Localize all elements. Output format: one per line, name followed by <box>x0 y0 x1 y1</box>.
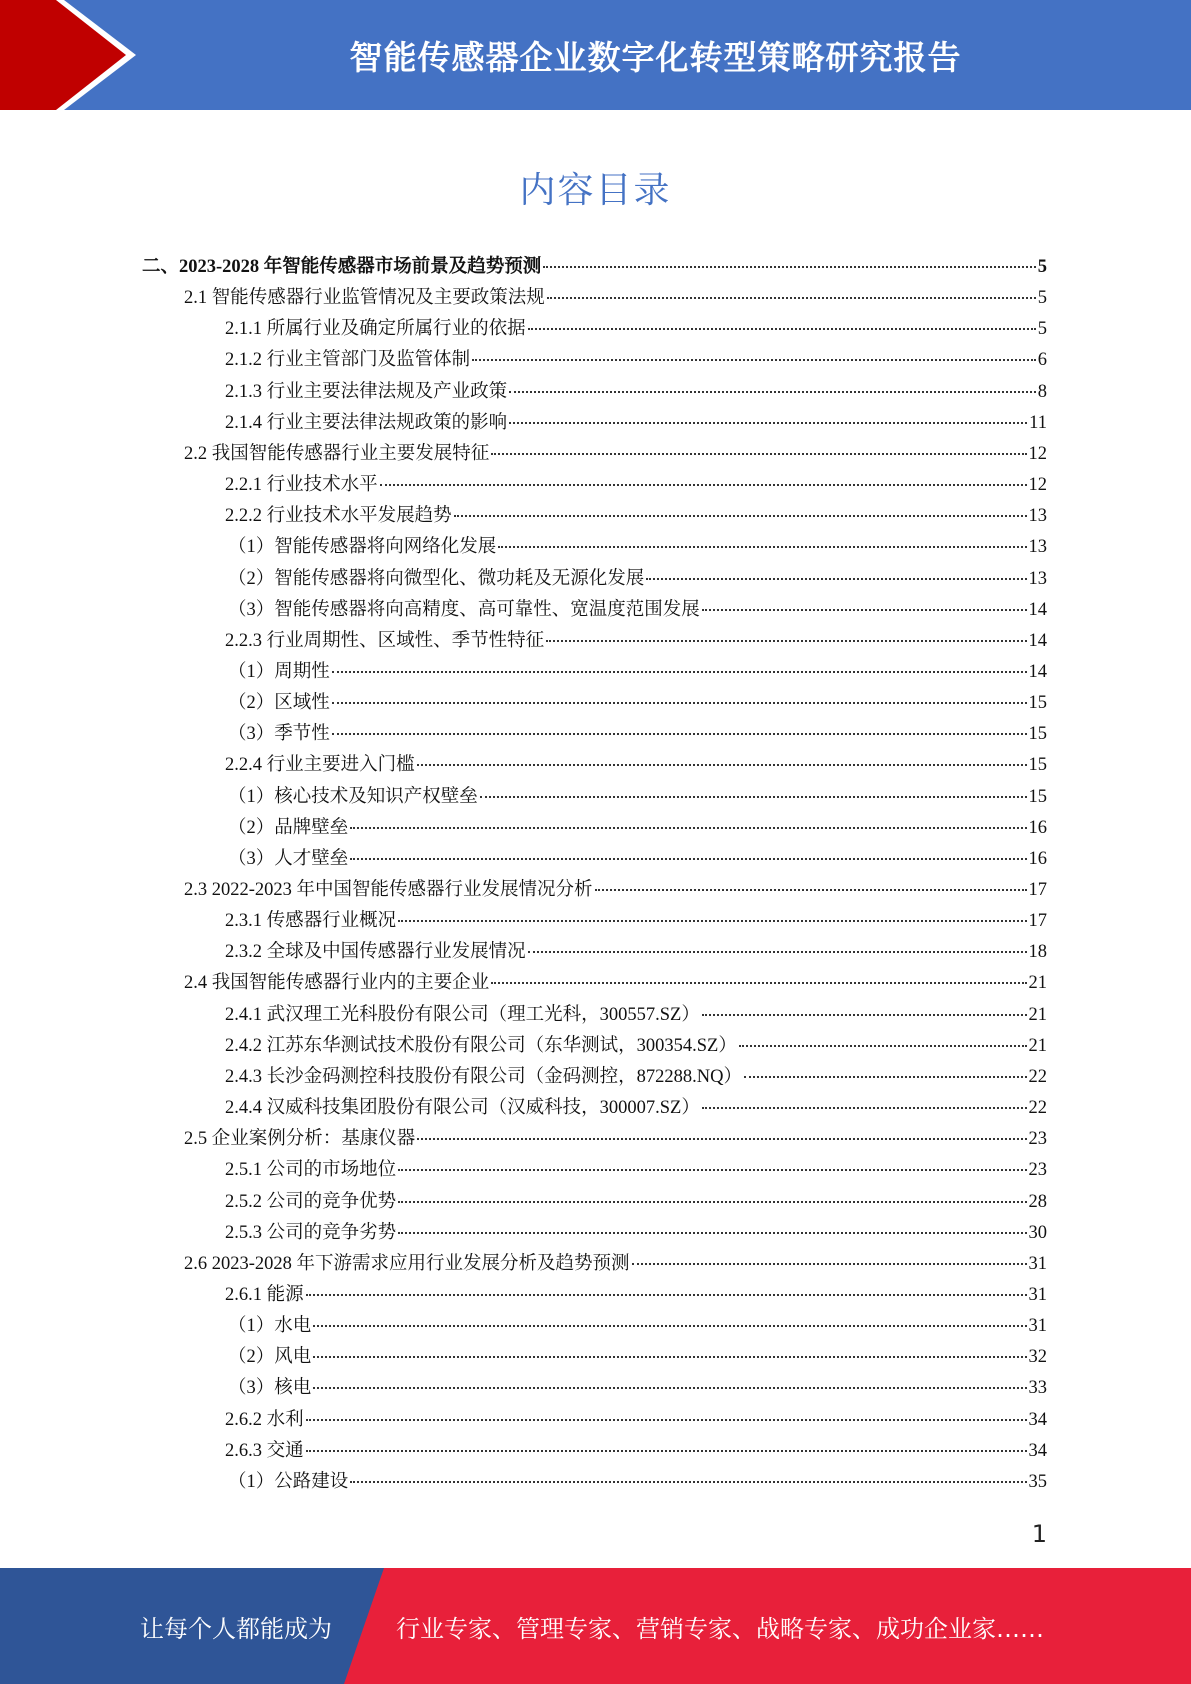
toc-dot-leader <box>398 1231 1026 1234</box>
toc-dot-leader <box>350 826 1026 829</box>
toc-entry-page: 32 <box>1028 1347 1047 1368</box>
toc-dot-leader <box>332 732 1027 735</box>
toc-dot-leader <box>491 452 1026 455</box>
toc-dot-leader <box>398 1168 1026 1171</box>
toc-entry-title: 2.5.2 公司的竞争优势 <box>225 1191 397 1212</box>
red-chevron-arrow-icon <box>0 0 160 110</box>
toc-dot-leader <box>398 919 1026 922</box>
toc-dot-leader <box>313 1324 1026 1327</box>
toc-entry-page: 15 <box>1028 724 1047 745</box>
toc-entry-page: 33 <box>1028 1378 1047 1399</box>
toc-entry[interactable] <box>228 719 1047 745</box>
toc-entry-page: 13 <box>1028 537 1047 558</box>
toc-entry[interactable] <box>228 1373 1047 1399</box>
toc-entry-page: 11 <box>1029 412 1047 433</box>
toc-entry[interactable] <box>225 1093 1047 1119</box>
toc-entry-page: 8 <box>1037 381 1047 402</box>
toc-entry-page: 34 <box>1028 1440 1047 1461</box>
toc-dot-leader <box>595 888 1027 891</box>
toc-entry[interactable] <box>228 564 1047 590</box>
toc-entry[interactable] <box>184 439 1047 465</box>
toc-dot-leader <box>528 950 1027 953</box>
toc-dot-leader <box>744 1075 1027 1078</box>
toc-entry-page: 14 <box>1028 661 1047 682</box>
toc-entry[interactable] <box>225 1218 1047 1244</box>
toc-entry-title: （3）季节性 <box>228 724 330 745</box>
toc-entry-title: （1）水电 <box>228 1316 312 1337</box>
toc-dot-leader <box>472 358 1036 361</box>
toc-entry-page: 22 <box>1028 1066 1047 1087</box>
toc-entry-title: （2）风电 <box>228 1347 312 1368</box>
toc-entry-title: （2）区域性 <box>228 693 330 714</box>
toc-entry[interactable] <box>225 1155 1047 1181</box>
toc-entry-title: （1）公路建设 <box>228 1471 349 1492</box>
toc-entry-title: 2.1.3 行业主要法律法规及产业政策 <box>225 381 508 402</box>
toc-entry-title: 2.2.3 行业周期性、区域性、季节性特征 <box>225 630 545 651</box>
toc-entry-title: （3）智能传感器将向高精度、高可靠性、宽温度范围发展 <box>228 599 700 620</box>
toc-entry-title: （1）周期性 <box>228 661 330 682</box>
toc-entry-page: 13 <box>1028 568 1047 589</box>
toc-entry-title: 2.3.2 全球及中国传感器行业发展情况 <box>225 942 526 963</box>
toc-dot-leader <box>380 483 1027 486</box>
toc-entry-page: 15 <box>1028 693 1047 714</box>
toc-entry[interactable] <box>225 345 1047 371</box>
toc-entry-title: 2.6.3 交通 <box>225 1440 304 1461</box>
toc-entry-page: 22 <box>1028 1098 1047 1119</box>
toc-entry-title: 2.1.1 所属行业及确定所属行业的依据 <box>225 319 526 340</box>
toc-entry-title: 2.2 我国智能传感器行业主要发展特征 <box>184 443 490 464</box>
toc-entry-title: 2.6.1 能源 <box>225 1284 304 1305</box>
toc-entry-title: 2.5 企业案例分析：基康仪器 <box>184 1129 416 1150</box>
toc-entry-title: 2.6 2023-2028 年下游需求应用行业发展分析及趋势预测 <box>184 1253 630 1274</box>
footer-slogan-right: 行业专家、管理专家、营销专家、战略专家、成功企业家…… <box>396 1614 1044 1643</box>
toc-dot-leader <box>332 701 1027 704</box>
toc-entry[interactable] <box>225 1436 1047 1462</box>
toc-entry-title: 2.3 2022-2023 年中国智能传感器行业发展情况分析 <box>184 880 593 900</box>
toc-entry-title: 2.4 我国智能传感器行业内的主要企业 <box>184 973 490 994</box>
toc-entry-title: （3）核电 <box>228 1378 312 1399</box>
toc-entry[interactable] <box>228 782 1047 808</box>
toc-entry[interactable] <box>184 1124 1047 1150</box>
toc-entry-page: 30 <box>1028 1222 1047 1243</box>
toc-entry-title: 2.2.2 行业技术水平发展趋势 <box>225 506 452 527</box>
toc-dot-leader <box>417 763 1027 766</box>
toc-entry-page: 15 <box>1028 786 1047 807</box>
toc-entry-title: （1）智能传感器将向网络化发展 <box>228 537 497 558</box>
toc-dot-leader <box>702 608 1027 611</box>
toc-dot-leader <box>306 1418 1027 1421</box>
toc-entry-page: 18 <box>1028 942 1047 963</box>
toc-heading: 内容目录 <box>519 170 672 211</box>
toc-entry-page: 6 <box>1037 350 1047 371</box>
toc-entry[interactable] <box>225 1031 1047 1057</box>
toc-entry-page: 23 <box>1028 1160 1047 1181</box>
toc-entry[interactable] <box>225 1280 1047 1306</box>
toc-dot-leader <box>332 670 1027 673</box>
toc-dot-leader <box>480 795 1027 798</box>
toc-entry[interactable] <box>228 1467 1047 1493</box>
toc-entry[interactable] <box>184 283 1047 309</box>
toc-entry-title: 2.5.1 公司的市场地位 <box>225 1160 397 1181</box>
toc-entry-page: 17 <box>1028 880 1047 900</box>
report-title: 智能传感器企业数字化转型策略研究报告 <box>349 37 962 77</box>
toc-dot-leader <box>491 981 1026 984</box>
toc-dot-leader <box>632 1262 1027 1265</box>
toc-entry-title: 2.2.4 行业主要进入门槛 <box>225 755 415 776</box>
toc-dot-leader <box>509 390 1036 393</box>
toc-dot-leader <box>702 1106 1027 1109</box>
toc-entry[interactable] <box>142 252 1047 278</box>
toc-dot-leader <box>313 1386 1026 1389</box>
toc-dot-leader <box>398 1200 1026 1203</box>
toc-dot-leader <box>646 577 1026 580</box>
footer-slogan-left: 让每个人都能成为 <box>140 1614 332 1643</box>
toc-entry-page: 35 <box>1028 1471 1047 1492</box>
toc-entry-page: 31 <box>1028 1253 1047 1274</box>
toc-entry-title: 2.5.3 公司的竞争劣势 <box>225 1222 397 1243</box>
toc-entry[interactable] <box>225 470 1047 496</box>
toc-entry-page: 21 <box>1028 1035 1047 1056</box>
toc-entry[interactable] <box>225 937 1047 963</box>
toc-entry[interactable] <box>225 501 1047 527</box>
toc-entry[interactable] <box>184 875 1047 901</box>
toc-entry[interactable] <box>225 1405 1047 1431</box>
toc-dot-leader <box>417 1137 1026 1140</box>
toc-dot-leader <box>702 1013 1027 1016</box>
toc-entry[interactable] <box>225 626 1047 652</box>
toc-entry-title: 2.6.2 水利 <box>225 1409 304 1430</box>
toc-entry-page: 15 <box>1028 755 1047 776</box>
toc-dot-leader <box>546 639 1026 642</box>
toc-entry[interactable] <box>225 408 1047 434</box>
toc-dot-leader <box>543 265 1035 268</box>
toc-entry-title: 二、2023-2028 年智能传感器市场前景及趋势预测 <box>142 257 542 277</box>
toc-entry[interactable] <box>228 532 1047 558</box>
toc-dot-leader <box>498 545 1026 548</box>
toc-entry-title: （2）智能传感器将向微型化、微功耗及无源化发展 <box>228 568 645 589</box>
toc-entry[interactable] <box>184 1249 1047 1275</box>
toc-entry[interactable] <box>225 750 1047 776</box>
toc-entry-title: 2.1 智能传感器行业监管情况及主要政策法规 <box>184 288 545 309</box>
toc-entry-page: 5 <box>1037 257 1047 277</box>
toc-entry-page: 17 <box>1028 911 1047 932</box>
toc-dot-leader <box>528 327 1036 330</box>
toc-entry[interactable] <box>225 1000 1047 1026</box>
toc-entry-title: 2.3.1 传感器行业概况 <box>225 911 397 932</box>
toc-entry[interactable] <box>225 1062 1047 1088</box>
toc-entry-page: 12 <box>1028 443 1047 464</box>
toc-dot-leader <box>350 1480 1026 1483</box>
toc-entry-page: 13 <box>1028 506 1047 527</box>
toc-entry-title: 2.2.1 行业技术水平 <box>225 475 378 496</box>
toc-entry[interactable] <box>228 688 1047 714</box>
toc-dot-leader <box>454 514 1027 517</box>
toc-entry-title: 2.4.2 江苏东华测试技术股份有限公司（东华测试，300354.SZ） <box>225 1035 737 1056</box>
toc-entry[interactable] <box>225 1187 1047 1213</box>
toc-entry-page: 23 <box>1028 1129 1047 1150</box>
toc-entry-page: 16 <box>1028 848 1047 869</box>
toc-entry-title: 2.4.3 长沙金码测控科技股份有限公司（金码测控，872288.NQ） <box>225 1066 742 1087</box>
toc-dot-leader <box>509 421 1027 424</box>
toc-entry[interactable] <box>225 314 1047 340</box>
toc-entry-title: （1）核心技术及知识产权壁垒 <box>228 786 478 807</box>
toc-entry-title: 2.4.4 汉威科技集团股份有限公司（汉威科技，300007.SZ） <box>225 1098 700 1119</box>
toc-entry-page: 14 <box>1028 599 1047 620</box>
toc-entry-page: 34 <box>1028 1409 1047 1430</box>
toc-entry[interactable] <box>184 968 1047 994</box>
toc-entry-page: 12 <box>1028 475 1047 496</box>
toc-dot-leader <box>739 1044 1027 1047</box>
toc-entry-title: 2.4.1 武汉理工光科股份有限公司（理工光科，300557.SZ） <box>225 1004 700 1025</box>
toc-entry-title: 2.1.4 行业主要法律法规政策的影响 <box>225 412 508 433</box>
toc-entry-title: （3）人才壁垒 <box>228 848 349 869</box>
page-number: 1 <box>1031 1520 1047 1548</box>
toc-dot-leader <box>547 296 1036 299</box>
toc-dot-leader <box>313 1355 1026 1358</box>
toc-entry[interactable] <box>228 813 1047 839</box>
toc-entry[interactable] <box>225 377 1047 403</box>
toc-entry[interactable] <box>228 1311 1047 1337</box>
toc-entry-page: 14 <box>1028 630 1047 651</box>
toc-entry-page: 21 <box>1028 973 1047 994</box>
toc-entry-page: 31 <box>1028 1316 1047 1337</box>
toc-entry[interactable] <box>228 844 1047 870</box>
toc-dot-leader <box>306 1449 1027 1452</box>
toc-entry[interactable] <box>225 906 1047 932</box>
toc-entry-page: 21 <box>1028 1004 1047 1025</box>
toc-entry[interactable] <box>228 1342 1047 1368</box>
toc-dot-leader <box>306 1293 1027 1296</box>
toc-entry-page: 5 <box>1037 288 1047 309</box>
toc-entry-page: 28 <box>1028 1191 1047 1212</box>
report-header-bar <box>0 0 1191 110</box>
toc-entry[interactable] <box>228 657 1047 683</box>
toc-entry-page: 16 <box>1028 817 1047 838</box>
toc-entry-title: 2.1.2 行业主管部门及监管体制 <box>225 350 471 371</box>
toc-entry-title: （2）品牌壁垒 <box>228 817 349 838</box>
toc-dot-leader <box>350 857 1026 860</box>
footer-banner <box>0 1568 1191 1684</box>
toc-entry-page: 31 <box>1028 1284 1047 1305</box>
toc-entry-page: 5 <box>1037 319 1047 340</box>
toc-entry[interactable] <box>228 595 1047 621</box>
